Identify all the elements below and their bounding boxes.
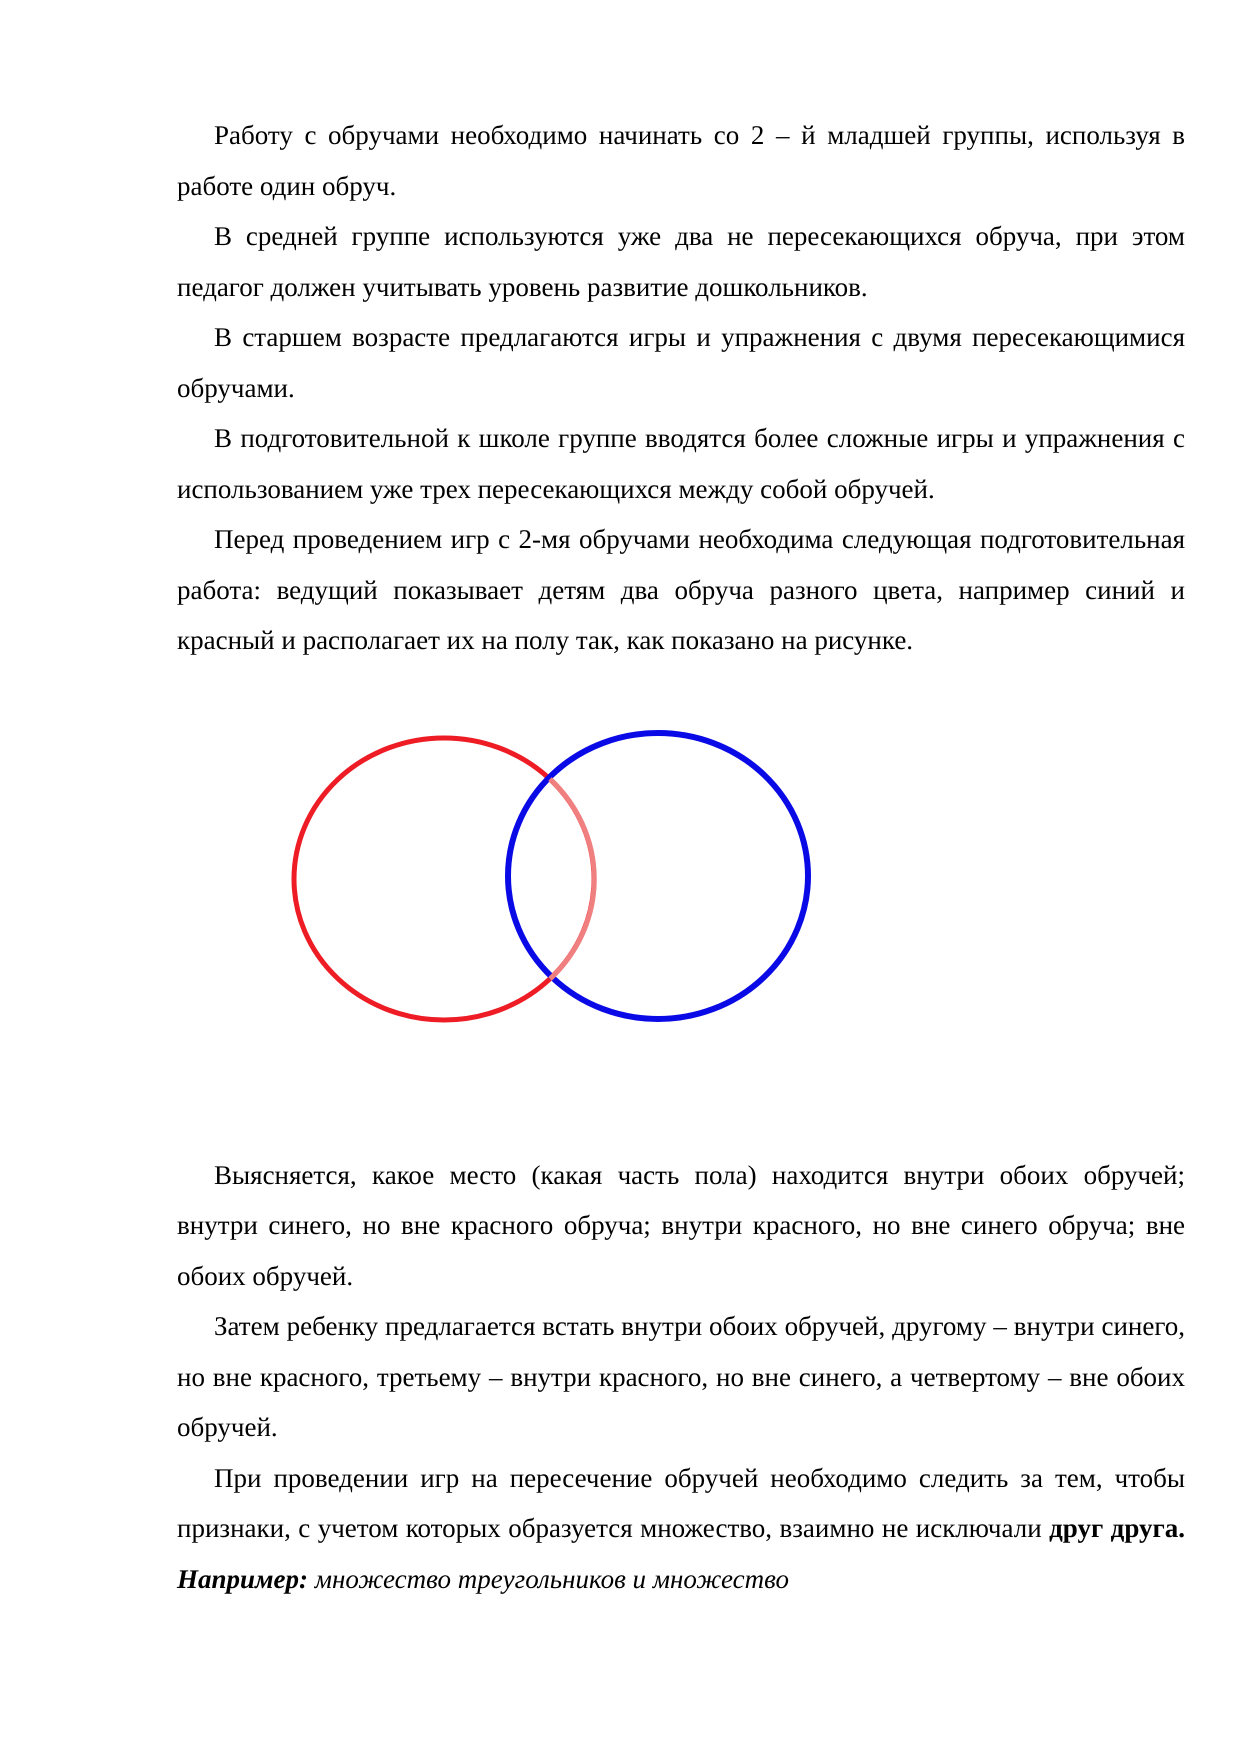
hoops-figure [177,678,1185,1088]
paragraph-7: Затем ребенку предлагается встать внутри обоих обручей, другому – внутри синего, но вне красного, третьему – внутри красного, но вне синего, а четвертому – вне обоих обручей. [177,1311,1185,1442]
paragraph-4: В подготовительной к школе группе вводятся более сложные игры и упражнения с использованием уже трех пересекающихся между собой обручей. [177,423,1185,504]
document-page [177,110,1185,1604]
paragraph-2: В средней группе используются уже два не пересекающихся обруча, при этом педагог должен учитывать уровень развитие дошкольников. [177,221,1185,302]
paragraph-8-example-label: Например: [177,1563,309,1594]
paragraph-8 [177,1453,1185,1605]
paragraph-8-example-text: множество треугольников и множество [314,1563,789,1594]
hoops-diagram [177,678,1185,1088]
paragraph-8-bold: друг друга. [1049,1513,1185,1543]
paragraph-1: Работу с обручами необходимо начинать со 2 – й младшей группы, используя в работе один обруч. [177,120,1185,201]
paragraph-3: В старшем возрасте предлагаются игры и упражнения с двумя пересекающимися обручами. [177,322,1185,403]
red-hoop-overlap-arc [550,779,594,979]
paragraph-6: Выясняется, какое место (какая часть пола) находится внутри обоих обручей; внутри синего, но вне красного обруча; внутри красного, но вне синего обруча; вне обоих обручей. [177,1159,1185,1291]
paragraph-8-text: При проведении игр на пересечение обручей необходимо следить за тем, чтобы признаки, с учетом которых образуется множество, взаимно не исключали [177,1462,1185,1543]
paragraph-5: Перед проведением игр с 2-мя обручами необходима следующая подготовительная работа: ведущий показывает детям два обруча разного цвета, например синий и красный и располагает их на полу так, как показано на рисунке. [177,524,1185,655]
